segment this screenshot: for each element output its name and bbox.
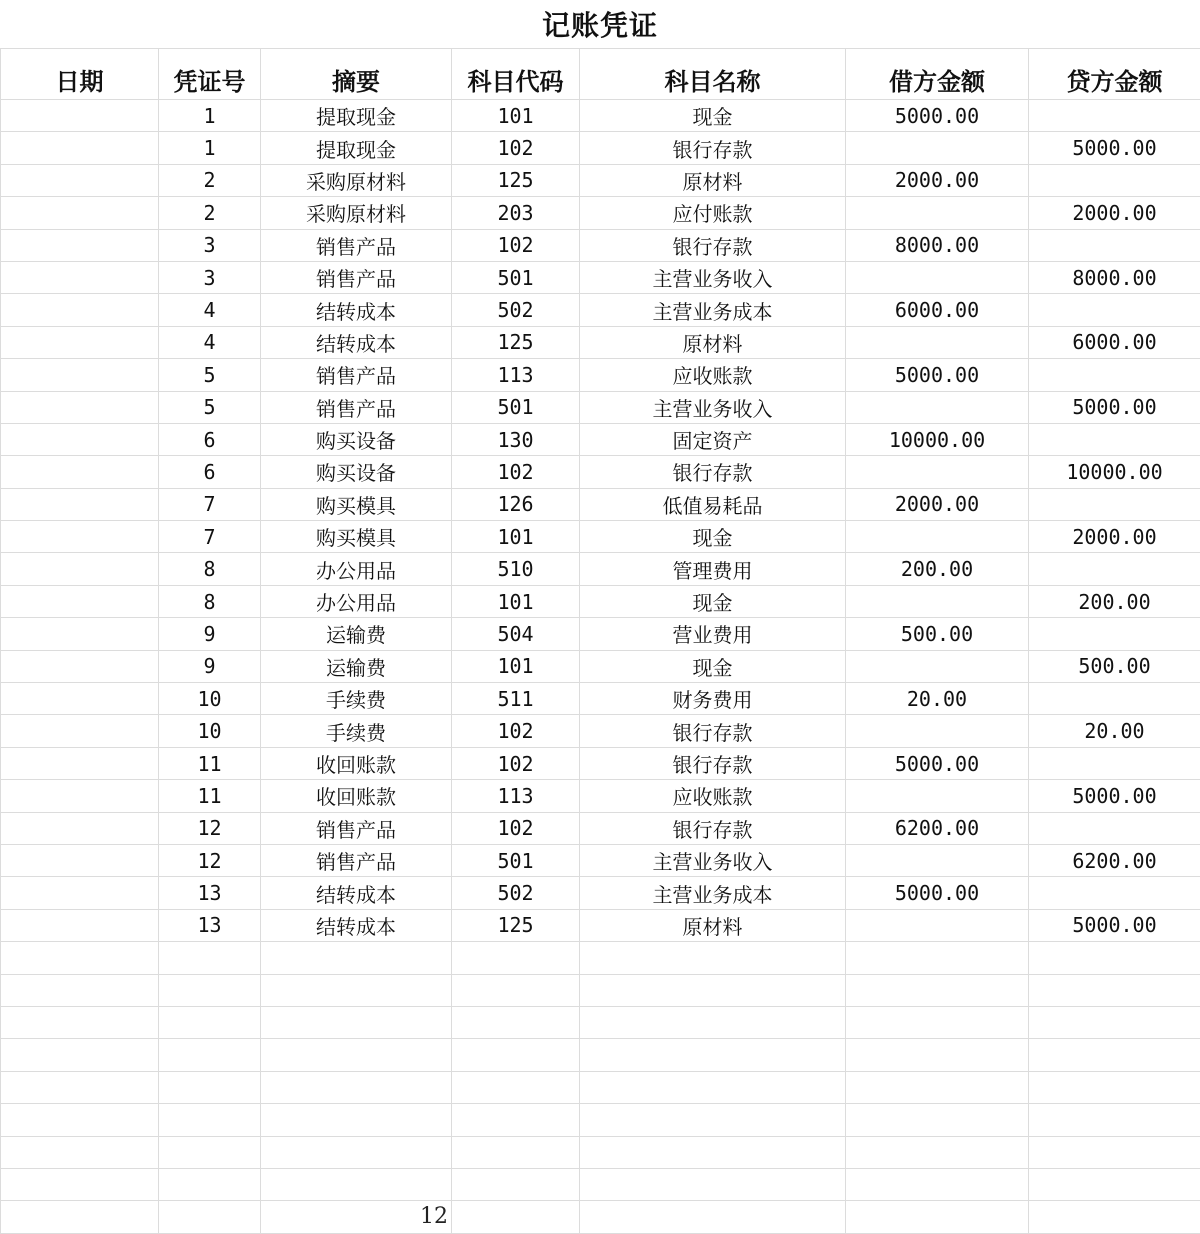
table-row — [1, 326, 1200, 358]
cell-summary[interactable]: 销售产品 — [261, 391, 452, 423]
cell-debit[interactable] — [846, 650, 1029, 682]
cell-debit[interactable]: 500.00 — [846, 618, 1029, 650]
cell-voucher-no[interactable]: 9 — [159, 618, 261, 650]
cell-account-code[interactable]: 511 — [452, 683, 580, 715]
cell-voucher-no[interactable]: 11 — [159, 780, 261, 812]
cell-account-name[interactable]: 现金 — [580, 100, 846, 132]
empty-cell[interactable] — [452, 1006, 580, 1038]
empty-cell[interactable] — [846, 942, 1029, 974]
cell-voucher-no[interactable]: 3 — [159, 229, 261, 261]
cell-account-code[interactable]: 510 — [452, 553, 580, 585]
cell-debit[interactable]: 200.00 — [846, 553, 1029, 585]
empty-cell[interactable] — [159, 1136, 261, 1168]
cell-account-code[interactable]: 126 — [452, 488, 580, 520]
empty-row — [1, 1136, 1200, 1168]
cell-voucher-no[interactable]: 5 — [159, 359, 261, 391]
empty-cell[interactable] — [846, 1071, 1029, 1103]
cell-debit[interactable] — [846, 456, 1029, 488]
cell-voucher-no[interactable]: 1 — [159, 132, 261, 164]
empty-cell[interactable] — [580, 1039, 846, 1071]
cell-date[interactable] — [1, 877, 159, 909]
cell-debit[interactable]: 5000.00 — [846, 877, 1029, 909]
cell-voucher-no[interactable]: 6 — [159, 423, 261, 455]
cell-credit[interactable] — [1029, 747, 1200, 779]
cell-date[interactable] — [1, 294, 159, 326]
cell-summary[interactable]: 购买模具 — [261, 488, 452, 520]
cell-voucher-no[interactable]: 4 — [159, 326, 261, 358]
cell-account-name[interactable]: 财务费用 — [580, 683, 846, 715]
sheet-title: 记账凭证 — [0, 0, 1200, 49]
table-row — [1, 132, 1200, 164]
cell-date[interactable] — [1, 650, 159, 682]
cell-account-name[interactable]: 银行存款 — [580, 747, 846, 779]
empty-row — [1, 1201, 1200, 1233]
cell-account-code[interactable]: 102 — [452, 229, 580, 261]
empty-cell[interactable] — [846, 974, 1029, 1006]
empty-row — [1, 942, 1200, 974]
cell-summary[interactable]: 手续费 — [261, 683, 452, 715]
cell-summary[interactable]: 手续费 — [261, 715, 452, 747]
cell-date[interactable] — [1, 326, 159, 358]
cell-account-code[interactable]: 125 — [452, 164, 580, 196]
empty-cell[interactable] — [261, 1104, 452, 1136]
voucher-table — [0, 48, 1200, 1234]
empty-row — [1, 974, 1200, 1006]
cell-summary[interactable]: 销售产品 — [261, 359, 452, 391]
table-row — [1, 100, 1200, 132]
cell-credit[interactable]: 5000.00 — [1029, 391, 1200, 423]
cell-summary[interactable]: 运输费 — [261, 618, 452, 650]
cell-summary[interactable]: 销售产品 — [261, 812, 452, 844]
cell-account-name[interactable]: 应收账款 — [580, 780, 846, 812]
empty-cell[interactable] — [1029, 974, 1200, 1006]
cell-debit[interactable]: 2000.00 — [846, 488, 1029, 520]
header-credit[interactable]: 贷方金额 — [1029, 49, 1200, 100]
cell-credit[interactable]: 8000.00 — [1029, 261, 1200, 293]
cell-voucher-no[interactable]: 9 — [159, 650, 261, 682]
cell-summary[interactable]: 销售产品 — [261, 261, 452, 293]
cell-account-name[interactable]: 主营业务成本 — [580, 877, 846, 909]
cell-summary[interactable]: 购买设备 — [261, 456, 452, 488]
empty-cell[interactable] — [1029, 942, 1200, 974]
table-row — [1, 553, 1200, 585]
empty-cell[interactable] — [261, 1071, 452, 1103]
table-row — [1, 683, 1200, 715]
empty-cell[interactable] — [580, 1201, 846, 1233]
cell-summary[interactable]: 收回账款 — [261, 780, 452, 812]
cell-debit[interactable] — [846, 909, 1029, 941]
empty-cell[interactable] — [261, 1136, 452, 1168]
empty-cell[interactable] — [1, 942, 159, 974]
empty-cell[interactable] — [580, 1071, 846, 1103]
table-row — [1, 585, 1200, 617]
table-row — [1, 844, 1200, 876]
empty-cell[interactable] — [580, 1168, 846, 1200]
cell-date[interactable] — [1, 197, 159, 229]
cell-account-code[interactable]: 504 — [452, 618, 580, 650]
table-row — [1, 197, 1200, 229]
empty-cell[interactable] — [1029, 1039, 1200, 1071]
cell-debit[interactable]: 10000.00 — [846, 423, 1029, 455]
cell-debit[interactable] — [846, 326, 1029, 358]
cell-credit[interactable] — [1029, 812, 1200, 844]
cell-account-name[interactable]: 主营业务成本 — [580, 294, 846, 326]
empty-cell[interactable] — [1029, 1201, 1200, 1233]
cell-debit[interactable] — [846, 132, 1029, 164]
cell-account-name[interactable]: 管理费用 — [580, 553, 846, 585]
cell-date[interactable] — [1, 812, 159, 844]
cell-date[interactable] — [1, 521, 159, 553]
cell-voucher-no[interactable]: 4 — [159, 294, 261, 326]
table-row — [1, 812, 1200, 844]
empty-cell[interactable] — [1029, 1006, 1200, 1038]
cell-debit[interactable]: 2000.00 — [846, 164, 1029, 196]
cell-summary[interactable]: 办公用品 — [261, 553, 452, 585]
empty-cell[interactable] — [846, 1168, 1029, 1200]
empty-cell[interactable] — [580, 942, 846, 974]
cell-account-code[interactable]: 501 — [452, 391, 580, 423]
empty-cell[interactable] — [452, 1039, 580, 1071]
empty-cell[interactable] — [159, 1104, 261, 1136]
cell-account-name[interactable]: 银行存款 — [580, 456, 846, 488]
cell-account-code[interactable]: 102 — [452, 132, 580, 164]
empty-cell[interactable] — [1, 974, 159, 1006]
cell-account-code[interactable]: 102 — [452, 456, 580, 488]
cell-credit[interactable]: 5000.00 — [1029, 780, 1200, 812]
empty-row — [1, 1071, 1200, 1103]
cell-credit[interactable]: 2000.00 — [1029, 197, 1200, 229]
cell-account-code[interactable]: 203 — [452, 197, 580, 229]
header-account-code[interactable]: 科目代码 — [452, 49, 580, 100]
cell-voucher-no[interactable]: 2 — [159, 164, 261, 196]
empty-cell[interactable] — [1029, 1168, 1200, 1200]
cell-summary[interactable]: 提取现金 — [261, 100, 452, 132]
cell-debit[interactable]: 8000.00 — [846, 229, 1029, 261]
header-voucher-no[interactable]: 凭证号 — [159, 49, 261, 100]
cell-voucher-no[interactable]: 6 — [159, 456, 261, 488]
empty-cell[interactable] — [846, 1201, 1029, 1233]
cell-debit[interactable]: 5000.00 — [846, 100, 1029, 132]
cell-date[interactable] — [1, 683, 159, 715]
header-account-name[interactable]: 科目名称 — [580, 49, 846, 100]
cell-credit[interactable] — [1029, 229, 1200, 261]
cell-debit[interactable]: 20.00 — [846, 683, 1029, 715]
cell-date[interactable] — [1, 618, 159, 650]
cell-account-code[interactable]: 125 — [452, 909, 580, 941]
cell-account-name[interactable]: 应收账款 — [580, 359, 846, 391]
cell-summary[interactable]: 运输费 — [261, 650, 452, 682]
table-row — [1, 423, 1200, 455]
cell-account-name[interactable]: 银行存款 — [580, 812, 846, 844]
table-row — [1, 488, 1200, 520]
empty-cell[interactable] — [452, 974, 580, 1006]
table-row — [1, 164, 1200, 196]
empty-cell[interactable] — [452, 942, 580, 974]
cell-date[interactable] — [1, 585, 159, 617]
cell-credit[interactable]: 200.00 — [1029, 585, 1200, 617]
empty-cell[interactable] — [1, 1006, 159, 1038]
cell-account-name[interactable]: 现金 — [580, 585, 846, 617]
empty-cell[interactable] — [261, 1168, 452, 1200]
cell-credit[interactable]: 2000.00 — [1029, 521, 1200, 553]
cell-voucher-no[interactable]: 2 — [159, 197, 261, 229]
empty-cell[interactable] — [159, 1201, 261, 1233]
cell-account-code[interactable]: 101 — [452, 650, 580, 682]
cell-date[interactable] — [1, 132, 159, 164]
cell-credit[interactable]: 6200.00 — [1029, 844, 1200, 876]
cell-date[interactable] — [1, 844, 159, 876]
empty-cell[interactable] — [159, 1039, 261, 1071]
empty-cell[interactable] — [159, 1006, 261, 1038]
table-row — [1, 229, 1200, 261]
cell-credit[interactable]: 6000.00 — [1029, 326, 1200, 358]
cell-summary[interactable]: 采购原材料 — [261, 164, 452, 196]
cell-voucher-no[interactable]: 10 — [159, 715, 261, 747]
cell-account-code[interactable]: 101 — [452, 100, 580, 132]
cell-summary[interactable]: 购买设备 — [261, 423, 452, 455]
empty-cell[interactable] — [261, 974, 452, 1006]
cell-credit[interactable] — [1029, 423, 1200, 455]
table-row — [1, 521, 1200, 553]
table-row — [1, 747, 1200, 779]
cell-account-code[interactable]: 501 — [452, 261, 580, 293]
cell-credit[interactable] — [1029, 100, 1200, 132]
empty-cell[interactable] — [1029, 1104, 1200, 1136]
cell-account-code[interactable]: 130 — [452, 423, 580, 455]
cell-account-code[interactable]: 102 — [452, 747, 580, 779]
table-row — [1, 359, 1200, 391]
cell-credit[interactable] — [1029, 877, 1200, 909]
table-body — [1, 100, 1200, 1234]
cell-account-name[interactable]: 银行存款 — [580, 715, 846, 747]
cell-account-code[interactable]: 501 — [452, 844, 580, 876]
cell-voucher-no[interactable]: 12 — [159, 812, 261, 844]
empty-cell[interactable] — [1, 1136, 159, 1168]
empty-cell[interactable] — [846, 1104, 1029, 1136]
empty-cell[interactable] — [1029, 1136, 1200, 1168]
cell-account-code[interactable]: 102 — [452, 812, 580, 844]
cell-debit[interactable] — [846, 585, 1029, 617]
cell-voucher-no[interactable]: 7 — [159, 488, 261, 520]
cell-debit[interactable] — [846, 261, 1029, 293]
empty-cell[interactable] — [452, 1136, 580, 1168]
cell-date[interactable] — [1, 391, 159, 423]
empty-row — [1, 1006, 1200, 1038]
cell-credit[interactable]: 500.00 — [1029, 650, 1200, 682]
cell-credit[interactable]: 5000.00 — [1029, 132, 1200, 164]
cell-credit[interactable] — [1029, 553, 1200, 585]
table-row — [1, 715, 1200, 747]
cell-summary[interactable]: 办公用品 — [261, 585, 452, 617]
cell-credit[interactable]: 5000.00 — [1029, 909, 1200, 941]
empty-cell[interactable] — [1029, 1071, 1200, 1103]
empty-cell[interactable] — [452, 1104, 580, 1136]
cell-debit[interactable] — [846, 391, 1029, 423]
cell-debit[interactable]: 5000.00 — [846, 359, 1029, 391]
cell-summary[interactable]: 结转成本 — [261, 294, 452, 326]
cell-account-code[interactable]: 113 — [452, 780, 580, 812]
header-date[interactable]: 日期 — [1, 49, 159, 100]
empty-cell[interactable] — [580, 1104, 846, 1136]
cell-debit[interactable]: 5000.00 — [846, 747, 1029, 779]
empty-cell[interactable] — [261, 1006, 452, 1038]
cell-date[interactable] — [1, 261, 159, 293]
cell-date[interactable] — [1, 747, 159, 779]
cell-account-name[interactable]: 现金 — [580, 521, 846, 553]
cell-account-name[interactable]: 应付账款 — [580, 197, 846, 229]
cell-summary[interactable]: 销售产品 — [261, 229, 452, 261]
cell-date[interactable] — [1, 553, 159, 585]
cell-credit[interactable] — [1029, 683, 1200, 715]
cell-account-name[interactable]: 主营业务收入 — [580, 844, 846, 876]
table-row — [1, 391, 1200, 423]
empty-cell[interactable] — [159, 1071, 261, 1103]
cell-debit[interactable] — [846, 844, 1029, 876]
cell-date[interactable] — [1, 488, 159, 520]
empty-cell[interactable] — [846, 1006, 1029, 1038]
empty-cell[interactable] — [1, 1168, 159, 1200]
cell-account-code[interactable]: 113 — [452, 359, 580, 391]
cell-account-code[interactable]: 125 — [452, 326, 580, 358]
cell-account-name[interactable]: 银行存款 — [580, 132, 846, 164]
empty-cell[interactable] — [580, 974, 846, 1006]
cell-account-name[interactable]: 原材料 — [580, 326, 846, 358]
header-summary[interactable]: 摘要 — [261, 49, 452, 100]
empty-cell[interactable] — [846, 1039, 1029, 1071]
cell-voucher-no[interactable]: 10 — [159, 683, 261, 715]
cell-date[interactable] — [1, 715, 159, 747]
header-debit[interactable]: 借方金额 — [846, 49, 1029, 100]
cell-account-name[interactable]: 原材料 — [580, 909, 846, 941]
table-row — [1, 650, 1200, 682]
cell-summary[interactable]: 提取现金 — [261, 132, 452, 164]
empty-cell[interactable] — [580, 1136, 846, 1168]
cell-summary[interactable]: 采购原材料 — [261, 197, 452, 229]
cell-account-name[interactable]: 银行存款 — [580, 229, 846, 261]
empty-cell[interactable] — [452, 1071, 580, 1103]
empty-cell[interactable] — [159, 942, 261, 974]
table-row — [1, 261, 1200, 293]
empty-row — [1, 1039, 1200, 1071]
cell-date[interactable] — [1, 909, 159, 941]
cell-date[interactable] — [1, 780, 159, 812]
cell-voucher-no[interactable]: 11 — [159, 747, 261, 779]
cell-date[interactable] — [1, 423, 159, 455]
table-row — [1, 294, 1200, 326]
cell-voucher-no[interactable]: 1 — [159, 100, 261, 132]
cell-account-name[interactable]: 固定资产 — [580, 423, 846, 455]
cell-summary[interactable]: 结转成本 — [261, 877, 452, 909]
cell-voucher-no[interactable]: 8 — [159, 585, 261, 617]
cell-date[interactable] — [1, 229, 159, 261]
cell-debit[interactable] — [846, 780, 1029, 812]
empty-cell[interactable] — [1, 1039, 159, 1071]
cell-debit[interactable] — [846, 715, 1029, 747]
cell-voucher-no[interactable]: 5 — [159, 391, 261, 423]
cell-account-name[interactable]: 低值易耗品 — [580, 488, 846, 520]
cell-date[interactable] — [1, 359, 159, 391]
cell-debit[interactable]: 6200.00 — [846, 812, 1029, 844]
empty-cell[interactable] — [159, 974, 261, 1006]
cell-voucher-no[interactable]: 13 — [159, 877, 261, 909]
empty-cell[interactable] — [846, 1136, 1029, 1168]
cell-debit[interactable]: 6000.00 — [846, 294, 1029, 326]
empty-row — [1, 1104, 1200, 1136]
cell-summary[interactable]: 结转成本 — [261, 326, 452, 358]
cell-credit[interactable] — [1029, 488, 1200, 520]
empty-cell[interactable] — [452, 1168, 580, 1200]
empty-cell[interactable] — [1, 1104, 159, 1136]
cell-account-name[interactable]: 营业费用 — [580, 618, 846, 650]
table-row — [1, 877, 1200, 909]
cell-account-code[interactable]: 102 — [452, 715, 580, 747]
cell-account-code[interactable]: 502 — [452, 877, 580, 909]
cell-voucher-no[interactable]: 7 — [159, 521, 261, 553]
cell-date[interactable] — [1, 456, 159, 488]
cell-summary[interactable]: 销售产品 — [261, 844, 452, 876]
empty-cell[interactable] — [159, 1168, 261, 1200]
cell-credit[interactable] — [1029, 618, 1200, 650]
cell-summary[interactable]: 收回账款 — [261, 747, 452, 779]
cell-debit[interactable] — [846, 521, 1029, 553]
empty-cell[interactable] — [261, 1039, 452, 1071]
cell-debit[interactable] — [846, 197, 1029, 229]
cell-account-code[interactable]: 502 — [452, 294, 580, 326]
empty-cell[interactable] — [1, 1071, 159, 1103]
cell-voucher-no[interactable]: 3 — [159, 261, 261, 293]
cell-date[interactable] — [1, 164, 159, 196]
cell-credit[interactable]: 10000.00 — [1029, 456, 1200, 488]
empty-cell[interactable] — [580, 1006, 846, 1038]
cell-credit[interactable]: 20.00 — [1029, 715, 1200, 747]
empty-row — [1, 1168, 1200, 1200]
cell-account-name[interactable]: 主营业务收入 — [580, 261, 846, 293]
page-number: 12 — [410, 1204, 458, 1230]
cell-account-name[interactable]: 原材料 — [580, 164, 846, 196]
header-row — [1, 49, 1200, 100]
cell-credit[interactable] — [1029, 294, 1200, 326]
cell-account-code[interactable]: 101 — [452, 585, 580, 617]
cell-account-name[interactable]: 现金 — [580, 650, 846, 682]
table-row — [1, 618, 1200, 650]
cell-credit[interactable] — [1029, 359, 1200, 391]
cell-credit[interactable] — [1029, 164, 1200, 196]
cell-account-name[interactable]: 主营业务收入 — [580, 391, 846, 423]
cell-account-code[interactable]: 101 — [452, 521, 580, 553]
cell-voucher-no[interactable]: 8 — [159, 553, 261, 585]
empty-cell[interactable] — [452, 1201, 580, 1233]
cell-voucher-no[interactable]: 13 — [159, 909, 261, 941]
cell-summary[interactable]: 结转成本 — [261, 909, 452, 941]
empty-cell[interactable] — [261, 942, 452, 974]
table-row — [1, 456, 1200, 488]
table-row — [1, 780, 1200, 812]
empty-cell[interactable] — [1, 1201, 159, 1233]
table-row — [1, 909, 1200, 941]
cell-summary[interactable]: 购买模具 — [261, 521, 452, 553]
cell-date[interactable] — [1, 100, 159, 132]
cell-voucher-no[interactable]: 12 — [159, 844, 261, 876]
